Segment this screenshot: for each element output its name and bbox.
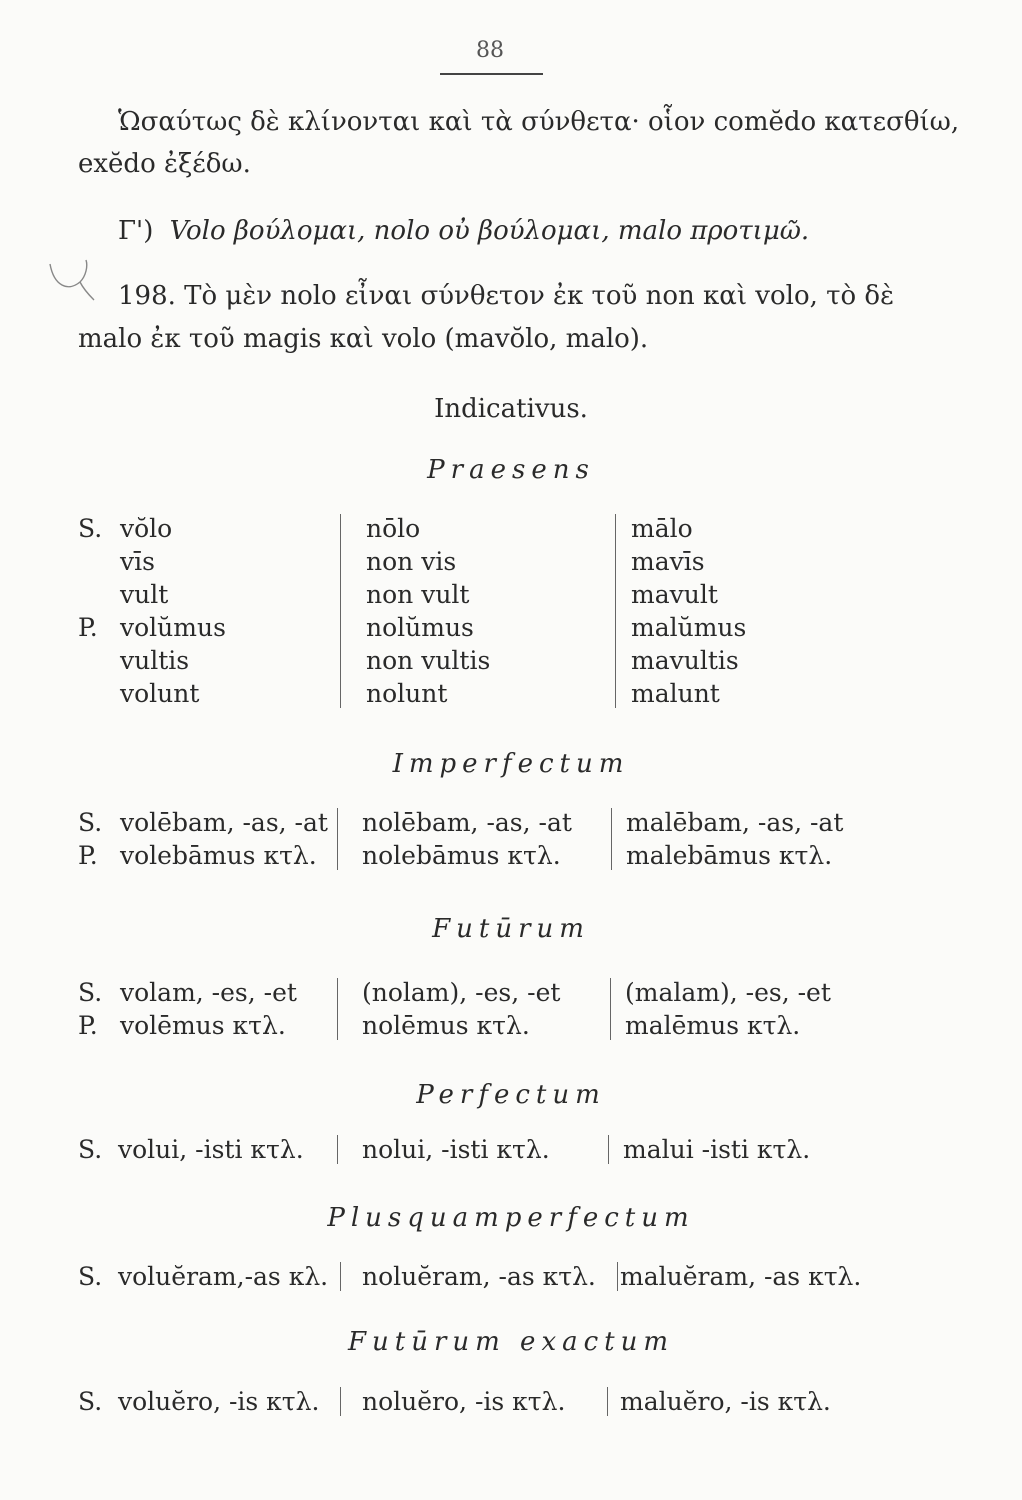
tense-heading: Futūrum exactum [347,1327,675,1357]
table-cell: volam, -es, -et [120,978,297,1007]
table-cell: nolunt [366,679,448,708]
number-column [78,1260,102,1293]
table-cell: nolŭmus [366,613,474,642]
tense-heading: Perfectum [416,1080,606,1110]
nolo-column [362,1385,565,1418]
number-column [78,806,102,872]
volo-column [120,512,226,710]
number-column [78,1385,102,1418]
volo-column [118,1385,319,1418]
volo-column [120,806,328,872]
column-divider [610,978,611,1040]
section-heading [118,215,809,247]
table-cell: mālo [631,514,693,543]
nolo-column [362,976,560,1042]
table-cell: nolebāmus κτλ. [362,841,561,870]
malo-column [625,976,831,1042]
table-cell: malunt [631,679,720,708]
malo-column [620,1260,861,1293]
intro-line-2: exĕdo ἐξέδω. [78,149,251,179]
table-cell: vult [120,580,169,609]
table-cell: (nolam), -es, -et [362,978,561,1007]
column-divider [608,1135,609,1164]
tense-heading: Imperfectum [392,749,630,779]
nolo-column [362,1260,596,1293]
table-cell: maluĕro, -is κτλ. [620,1387,831,1416]
table-cell: vīs [120,547,155,576]
table-cell: mavultis [631,646,739,675]
malo-column [631,512,746,710]
tense-heading: Futūrum [432,914,590,944]
section-label: Γ') [118,216,154,246]
column-divider [617,1262,618,1291]
table-cell: volēmus κτλ. [120,1011,286,1040]
table-cell [78,644,102,677]
table-cell: nolēmus κτλ. [362,1011,530,1040]
malo-column [626,806,843,872]
table-cell: nolēbam, -as, -at [362,808,572,837]
table-cell [78,677,102,710]
table-cell: malebāmus κτλ. [626,841,833,870]
table-cell: volŭmus [120,613,226,642]
section-heading-text: Volo βούλομαι, nolo οὐ βούλομαι, malo προτιμῶ. [169,216,810,246]
tense-heading: Praesens [427,455,595,485]
table-cell: malēmus κτλ. [625,1011,801,1040]
number-column [78,1133,102,1166]
tense-heading: Plusquamperfectum [327,1203,695,1233]
table-cell: P. [78,1011,98,1040]
table-cell: malui -isti κτλ. [623,1135,811,1164]
table-cell: noluĕro, -is κτλ. [362,1387,566,1416]
table-cell: mavīs [631,547,705,576]
table-cell: noluĕram, -as κτλ. [362,1262,596,1291]
column-divider [340,1262,341,1291]
table-cell: volēbam, -as, -at [120,808,328,837]
table-cell: voluĕram,-as κλ. [118,1262,329,1291]
table-cell: malēbam, -as, -at [626,808,844,837]
column-divider [340,1387,341,1416]
table-cell: (malam), -es, -et [625,978,831,1007]
column-divider [607,1387,608,1416]
number-column [78,976,102,1042]
column-divider [337,978,338,1040]
malo-column [620,1385,831,1418]
table-cell: P. [78,841,98,870]
table-cell: malŭmus [631,613,747,642]
table-cell [78,578,102,611]
table-cell: S. [78,1387,103,1416]
table-cell: vŏlo [120,514,173,543]
paragraph-line-2: malo ἐκ τοῦ magis καὶ volo (mavŏlo, malo). [78,324,649,354]
table-cell: S. [78,514,103,543]
table-cell: S. [78,1135,103,1164]
nolo-column [362,806,572,872]
nolo-column [366,512,490,710]
volo-column [118,1133,304,1166]
table-cell: non vult [366,580,470,609]
paragraph-line-1: 198. Τὸ μὲν nolo εἶναι σύνθετον ἐκ τοῦ non καὶ volo, τὸ δὲ [118,281,895,311]
table-cell: S. [78,978,103,1007]
intro-line-1: Ὡσαύτως δὲ κλίνονται καὶ τὰ σύνθετα· οἷον comĕdo κατεσθίω, [118,107,960,137]
table-cell: S. [78,1262,103,1291]
page-number-rule [440,73,543,75]
malo-column [623,1133,810,1166]
table-cell: voluĕro, -is κτλ. [118,1387,320,1416]
table-cell: non vultis [366,646,491,675]
page-number: 88 [476,38,504,63]
table-cell: mavult [631,580,718,609]
table-cell: volui, -isti κτλ. [118,1135,304,1164]
table-cell: vultis [120,646,190,675]
column-divider [337,808,338,870]
nolo-column [362,1133,550,1166]
volo-column [120,976,297,1042]
table-cell: maluĕram, -as κτλ. [620,1262,862,1291]
column-divider [611,808,612,870]
table-cell: nolui, -isti κτλ. [362,1135,550,1164]
table-cell: S. [78,808,103,837]
column-divider [337,1135,338,1164]
table-cell: nōlo [366,514,421,543]
column-divider [615,514,616,708]
table-cell: volebāmus κτλ. [120,841,317,870]
column-divider [340,514,341,708]
handwritten-mark-icon [46,256,96,306]
table-cell: volunt [120,679,200,708]
table-cell: non vis [366,547,457,576]
table-cell: P. [78,613,98,642]
number-column [78,512,102,710]
volo-column [118,1260,328,1293]
table-cell [78,545,102,578]
mood-heading: Indicativus. [434,394,588,424]
